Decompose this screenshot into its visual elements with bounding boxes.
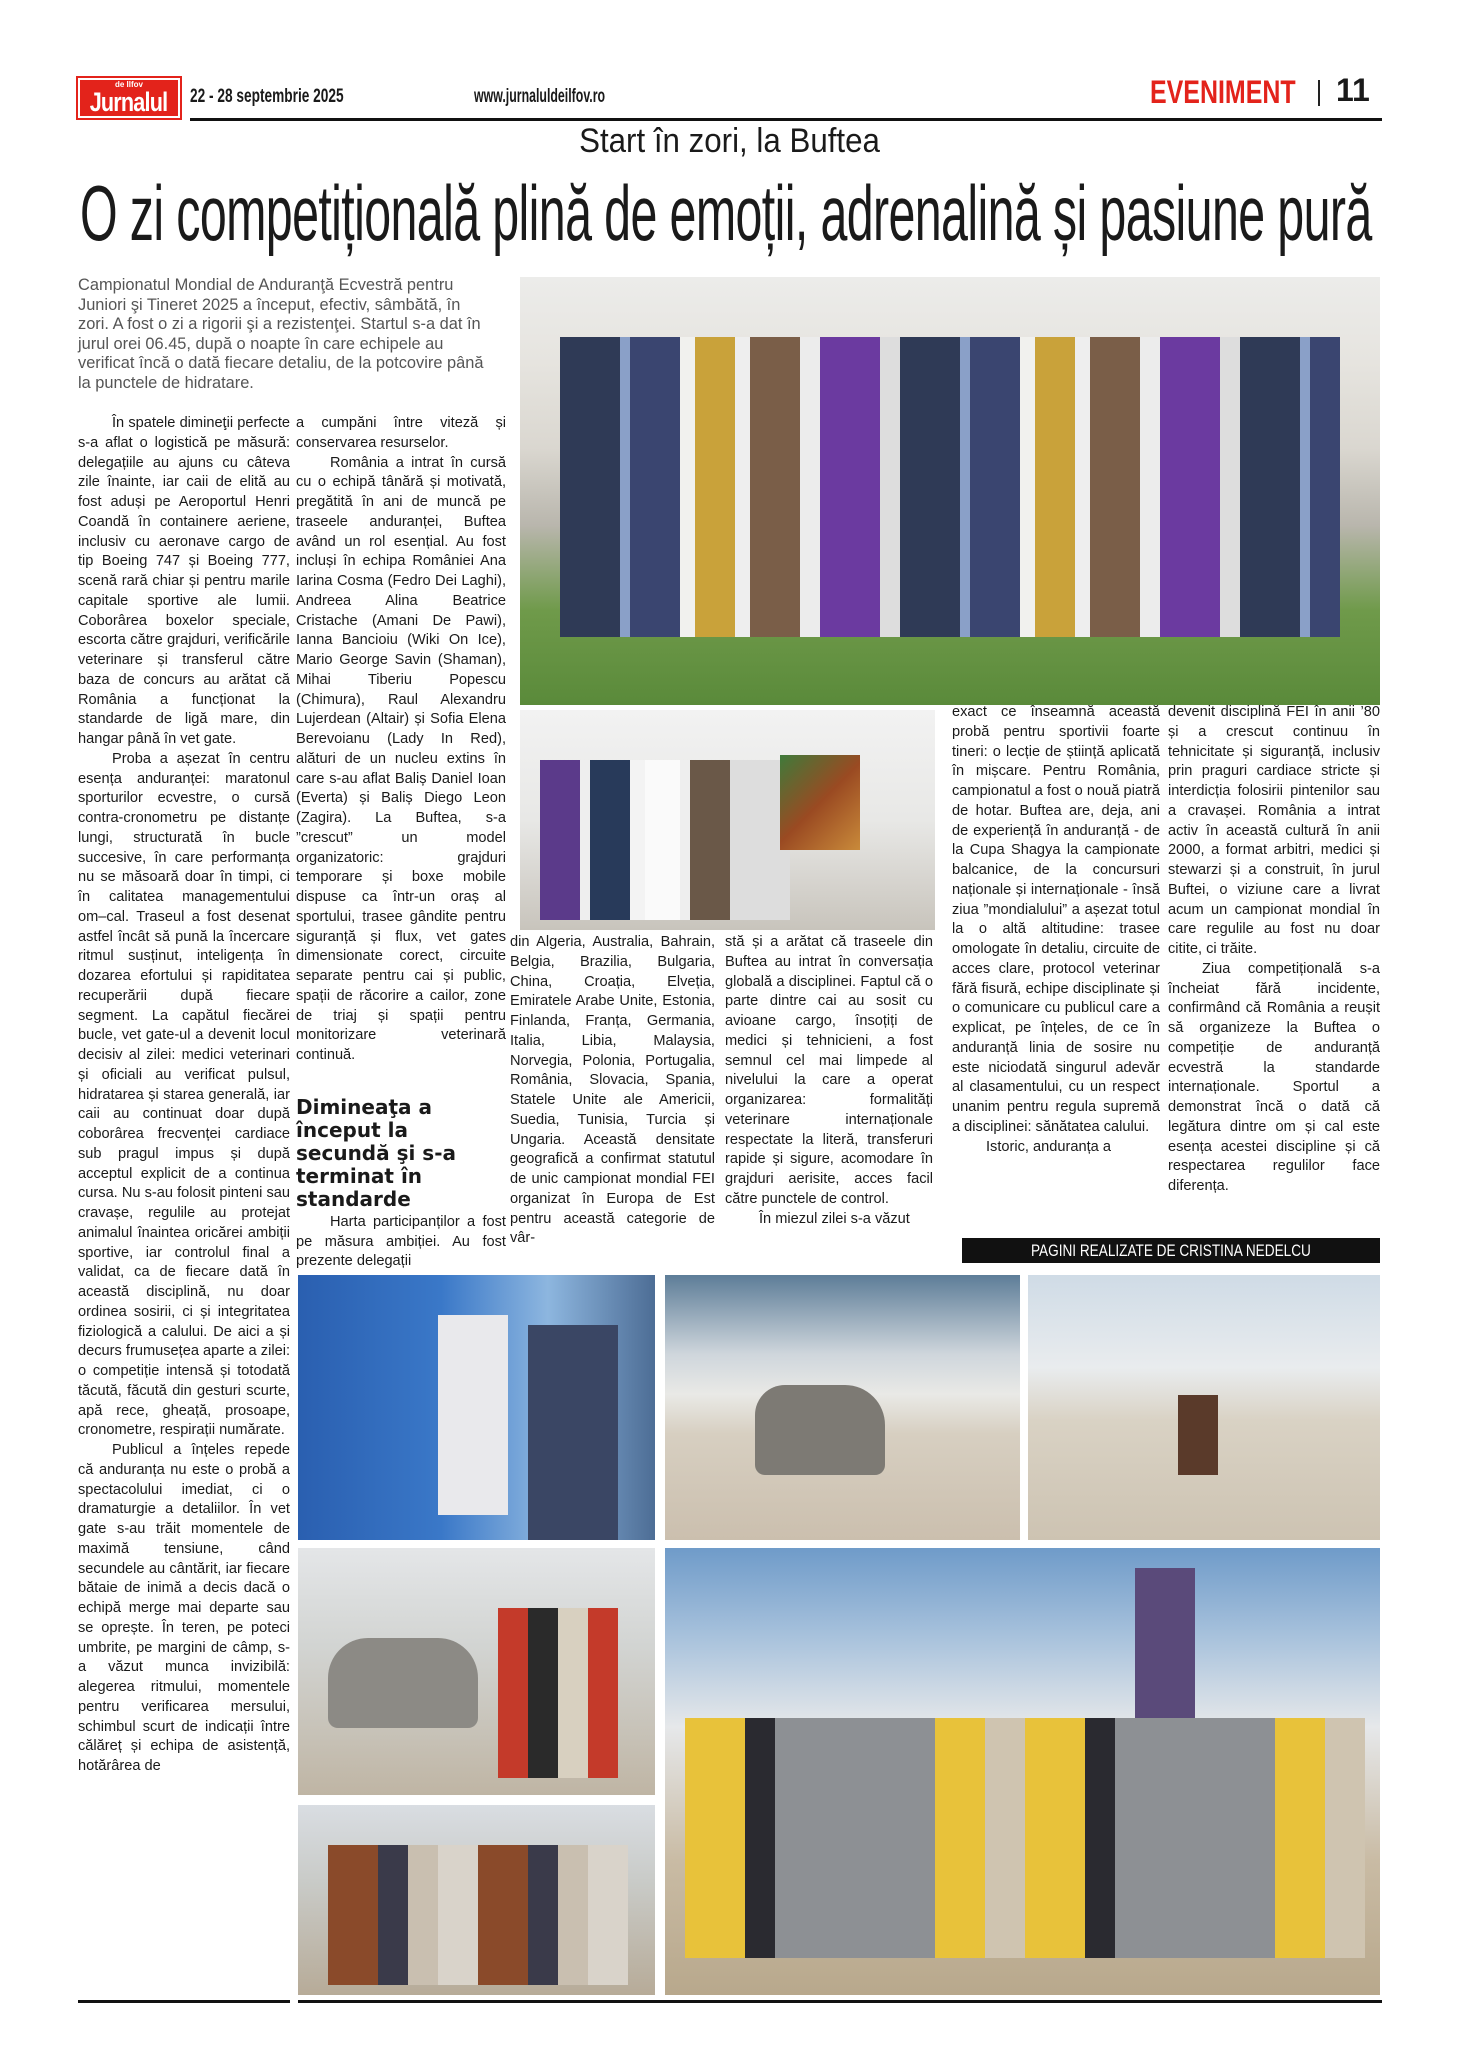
paragraph: Proba a așezat în centru esența anduranței: maratonul sporturilor ecvestre, o cursă contra-cronometru pe distanțe lungi, structurată în bucle succesive, în care performanța nu se măsoară doar în timpi, ci în calitatea managementului om–cal. Traseul a fost desenat astfel încât să pună la încercare ritmul susținut, inteligența în dozarea efortului și rapiditatea recuperării după fiecare segment. La capătul fiecărei bucle, vet gate-ul a devenit locul decisiv al zilei: medici veterinari și oficiali au verificat pulsul, hidratarea și starea generală, iar caii au continuat doar după coborârea frecvenței cardiace sub pragul impus și după acceptul explicit de a continua cursa. Nu s-au folosit pinteni sau cravașe, regulile au protejat animalul înaintea oricărei ambiții sportive, iar controlul final a validat, ca de fiecare dată în această disciplină, nu doar ordinea sosirii, ci și integritatea fiziologică a calului. De aici a și decurs frumusețea aparte a zilei: o competiție intensă și totodată tăcută, făcută din gesturi scurte, apă rece, gheață, prosoape, cronometre, respirații numărate. [78,750,290,1439]
paragraph: stă și a arătat că traseele din Buftea au intrat în conversația globală a disciplinei. Faptul că o parte dintre cai au sosit cu avioane cargo, însoțiți de medici și tehnicieni, a fost semnul cel mai limpede al nivelului la care a operat organizarea: formalități veterinare internaționale respectate la literă, transferuri rapide și sigure, acomodare în grajduri aerisite, acces facil către punctele de control. [725,934,933,1207]
photo-horse-inspection [298,1548,655,1795]
paragraph: devenit disciplină FEI în anii ’80 și a crescut continuu în tehnicitate și siguranță, inclusiv prin praguri cardiace stricte și interdicția folosirii pintenilor sau a cravașei. România a intrat activ în această cultură în anii 2000, a format arbitri, medici și stewarzi și a construit, în jurul Buftei, o viziune care a livrat acum un campionat mondial în care regulile au fost nu doar citite, ci trăite. [1168,704,1380,957]
article-lead: Campionatul Mondial de Anduranţă Ecvestră pentru Juniori şi Tineret 2025 a început, efectiv, sâmbătă, în zori. A fost o zi a rigorii şi a rezistenţei. Startul s-a dat în jurul orei 06.45, după o noapte în care echipele au verificat încă o dată fiecare detaliu, de la potcovire până la punctele de hidratare. [78,276,484,392]
paragraph: din Algeria, Australia, Bahrain, Belgia, Brazilia, Bulgaria, China, Croația, Elveția, Emiratele Arabe Unite, Estonia, Finlanda, Franța, Germania, Italia, Libia, Malaysia, Norvegia, Polonia, Portugalia, România, Slovacia, Spania, Statele Unite ale Americii, Suedia, Tunisia, Turcia și Ungaria. Această densitate geografică a confirmat statutul de unic campionat mondial FEI organizat în Europa de Est pentru această categorie de vâr- [510,934,715,1247]
photo-grooms-cooling-horse [665,1548,1380,1995]
newspaper-logo [78,78,180,118]
photo-stable-horse [298,1275,655,1540]
logo-text: Jurnalul [90,86,168,117]
photo-riders-with-horses [298,1805,655,1995]
paragraph: Publicul a înțeles repede că anduranța nu este o probă a spectacolului imediat, ci o dramaturgie a detaliilor. În vet gate s-au trăit momentele de maximă tensiune, când secundele au cântărit, iar fiecare bătaie de inimă a decis dacă o echipă merge mai departe sau se oprește. În teren, pe poteci umbrite, pe margini de câmp, s-a văzut munca invizibilă: alegerea ritmului, momentele pentru verificarea mersului, schimbul scurt de indicații între călăreț și echipa de asistență, hotărârea de [78,1442,290,1774]
section-name: EVENIMENT [1150,74,1296,110]
header-separator [1318,80,1320,106]
article-column-1 [78,414,290,1777]
logo-small-text: de Ilfov [114,79,143,89]
footer-rule [298,2000,1382,2003]
article-column-3 [510,933,715,1249]
website-url: www.jurnaluldeilfov.ro [474,86,606,107]
photo-horse-trot [665,1275,1020,1540]
paragraph: România a intrat în cursă cu o echipă tânără și motivată, pregătită în ani de muncă pe traseele anduranței, Buftea având un rol esențial. Au fost incluși în echipa României Ana Iarina Cosma (Fedro Dei Laghi), Andreea Alina Beatrice Cristache (Amani De Pawi), Ianna Bancioiu (Wiki On Ice), Mario George Savin (Shaman), Mihai Tiberiu Popescu (Chimura), Raul Alexandru Lujerdean (Altair) și Sofia Elena Berevoianu (Lady In Red), alături de un nucleu extins în care s-au aflat Baliș Daniel Ioan (Everta) și Baliș Diego Leon (Zagira). La Buftea, s-a ”crescut” un model organizatoric: grajduri temporare și boxe mobile dispuse ca într-un oraș al sportului, trasee gândite pentru siguranță și flux, vet gates dimensionate corect, circuite separate pentru cai și public, spații de răcorire a cailor, zone de triaj și spații pentru monitorizare veterinară continuă. [296,454,506,1063]
article-kicker: Start în zori, la Buftea [579,122,880,160]
photo-painting-presentation [520,710,935,930]
footer-rule-left [78,2000,290,2003]
article-column-5 [952,703,1160,1157]
photo-vet-gate-lane [1028,1275,1380,1540]
byline-bar [962,1238,1380,1263]
article-column-6 [1168,703,1380,1197]
paragraph: exact ce înseamnă această probă pentru sportivii foarte tineri: o lecție de știință aplicată în mișcare. Pentru România, campionatul a fost o nouă piatră de hotar. Buftea are, deja, ani de experiență în anduranță - de la Cupa Shagya la campionate balcanice, de la concursuri naționale și internaționale - însă ziua ”mondialului” a așezat totul la o altă altitudine: trasee omologate în detaliu, circuite de acces clare, protocol veterinar fără fisură, echipe disciplinate și o comunicare cu publicul care a explicat, pe înțeles, de ce în anduranță linia de sosire nu este niciodată singurul adevăr al clasamentului, cu un respect unanim pentru regula supremă a disciplinei: sănătatea calului. [952,704,1160,1135]
issue-date: 22 - 28 septembrie 2025 [190,86,344,107]
page-number: 11 [1336,72,1370,108]
paragraph: a cumpăni între viteză și conservarea resurselor. [296,415,506,451]
byline-text: PAGINI REALIZATE DE CRISTINA NEDELCU [1031,1241,1311,1260]
article-subheading: Dimineaţa a început la secundă şi s-a terminat în standarde [296,1094,456,1211]
paragraph: Ziua competițională s-a încheiat fără incidente, confirmând că România a reușit să organizeze la Buftea o competiție de anduranță ecvestră la standarde internaționale. Sportul a demonstrat încă o dată că legătura dintre om și cal este esența acestei discipline și că respectarea regulilor face diferența. [1168,960,1380,1194]
paragraph: Istoric, anduranța a [986,1138,1111,1155]
article-column-4 [725,933,933,1229]
photo-group-officials [520,277,1380,705]
paragraph: În spatele dimineţii perfecte s-a aflat o logistică pe măsură: delegațiile au ajuns cu câteva zile înainte, iar caii de elită au fost aduși pe Aeroportul Henri Coandă în containere aeriene, inclusiv cu aeronave cargo de tip Boeing 747 și Boeing 777, scenă rară chiar și pentru marile capitale sportive ale lumii. Coborârea boxelor speciale, escorta către grajduri, verificările veterinare și transferul către baza de concurs au arătat că România a funcționat la standarde de ligă mare, din hangar până în vet gate. [78,415,290,747]
article-column-2 [296,414,506,1272]
paragraph: Harta participanților a fost pe măsura ambiției. Au fost prezente delegații [296,1213,506,1270]
article-headline: O zi competițională plină de emoții, adrenalină și pasiune pură [80,169,1372,257]
paragraph: În miezul zilei s-a văzut [759,1210,910,1227]
header-rule [190,118,1382,121]
